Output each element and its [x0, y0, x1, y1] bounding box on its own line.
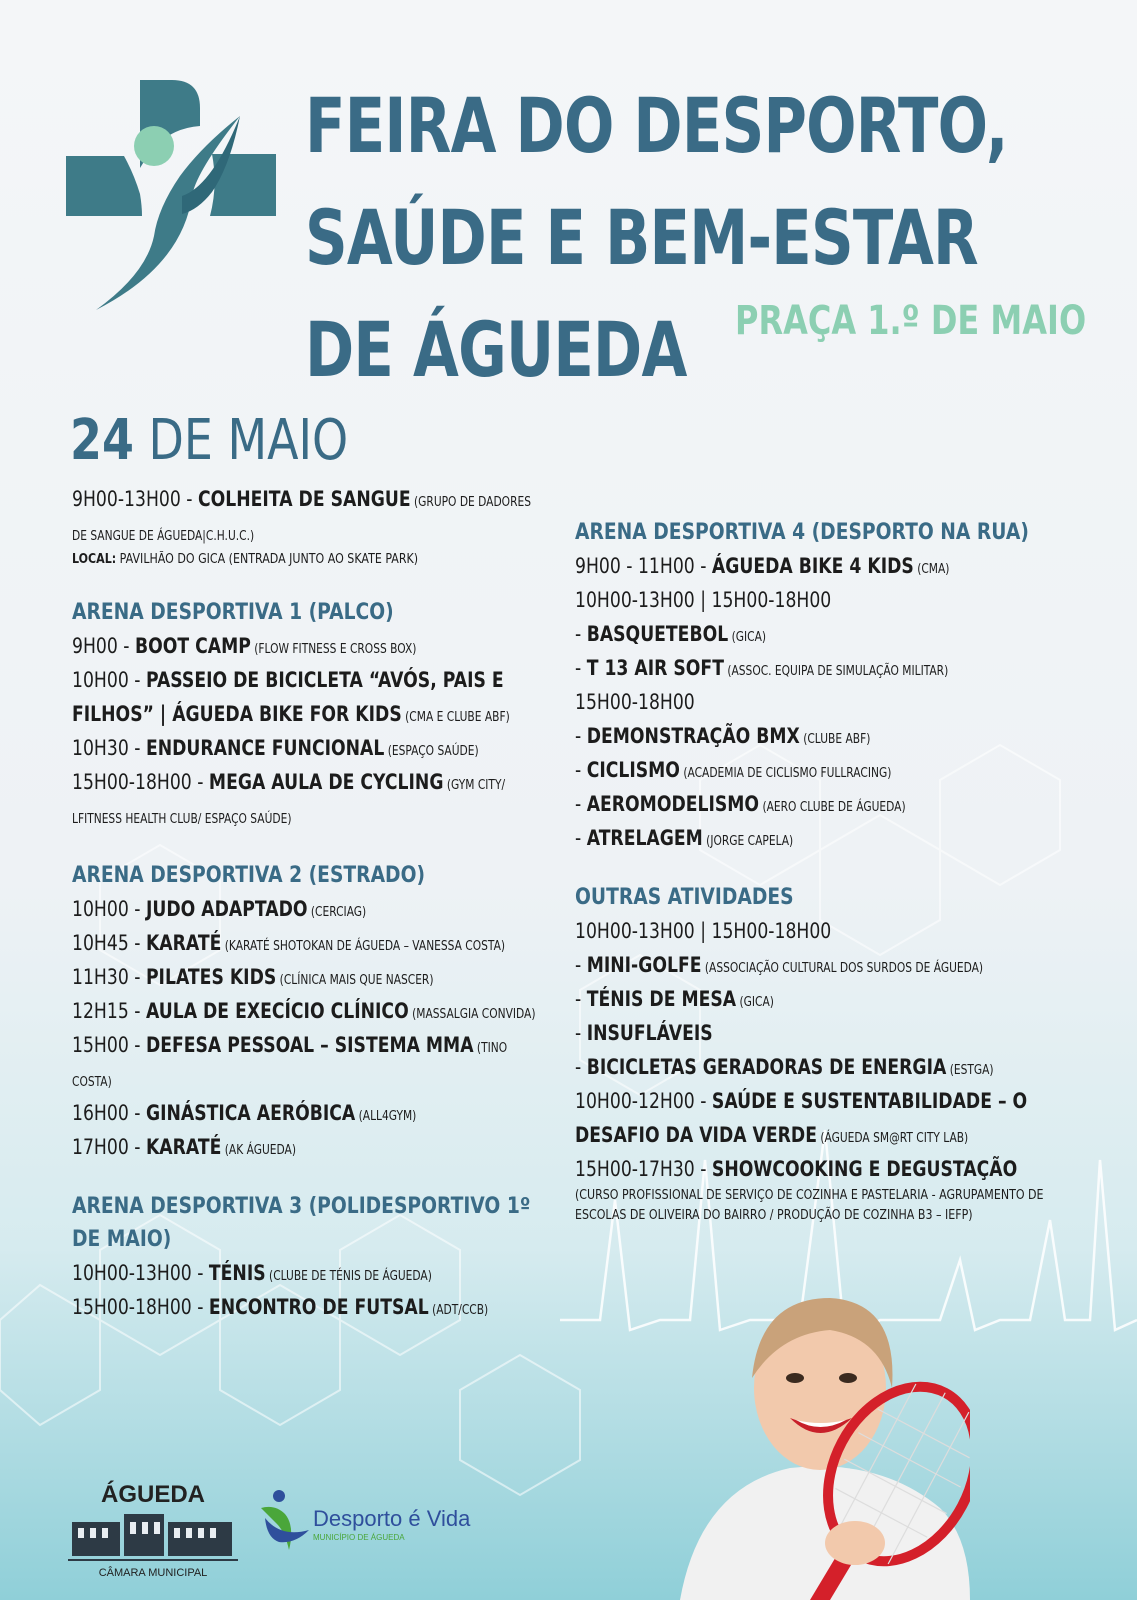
arena1-item: 10H30 - ENDURANCE FUNCIONAL (ESPAÇO SAÚDE) — [72, 736, 479, 760]
arena4-item: - ATRELAGEM (JORGE CAPELA) — [575, 826, 794, 850]
arena4-slot-time: 15H00-18H00 — [575, 690, 695, 714]
showcooking-footnote: (CURSO PROFISSIONAL DE SERVIÇO DE COZINHA E PASTELARIA - AGRUPAMENTO DE ESCOLAS DE OLIVEIRA DO BAIRRO / PRODUÇÃO DE COZINHA B3 – IEFP) — [575, 1188, 1044, 1223]
woman-with-tennis-racket-photo — [640, 1278, 970, 1600]
other-item: - TÉNIS DE MESA (GICA) — [575, 987, 774, 1011]
blood-donation-location: LOCAL: PAVILHÃO DO GICA (ENTRADA JUNTO AO SKATE PARK) — [72, 552, 419, 567]
arena3-title: ARENA DESPORTIVA 3 (POLIDESPORTIVO 1º DE MAIO) — [72, 1194, 531, 1252]
blood-donation-entry: 9H00-13H00 - COLHEITA DE SANGUE (GRUPO DE DADORES DE SANGUE DE ÁGUEDA|C.H.U.C.) — [72, 487, 531, 544]
arena2-item: 10H00 - JUDO ADAPTADO (CERCIAG) — [72, 897, 367, 921]
arena1-item: 15H00-18H00 - MEGA AULA DE CYCLING (GYM CITY/ LFITNESS HEALTH CLUB/ ESPAÇO SAÚDE) — [72, 770, 506, 827]
svg-text:ÁGUEDA: ÁGUEDA — [100, 1481, 206, 1508]
other-item: 15H00-17H30 - SHOWCOOKING E DEGUSTAÇÃO — [575, 1157, 1018, 1181]
venue-label: PRAÇA 1.º DE MAIO — [735, 298, 1087, 344]
svg-text:CÂMARA MUNICIPAL: CÂMARA MUNICIPAL — [98, 1567, 208, 1578]
other-item: - BICICLETAS GERADORAS DE ENERGIA (ESTGA) — [575, 1055, 994, 1079]
other-slot-time: 10H00-13H00 | 15H00-18H00 — [575, 919, 832, 943]
arena2-title: ARENA DESPORTIVA 2 (ESTRADO) — [72, 863, 426, 888]
arena4-item: - DEMONSTRAÇÃO BMX (CLUBE ABF) — [575, 724, 871, 748]
desporto-e-vida-logo — [255, 1478, 495, 1558]
other-item: - MINI-GOLFE (ASSOCIAÇÃO CULTURAL DOS SURDOS DE ÁGUEDA) — [575, 953, 984, 977]
arena4-item: - BASQUETEBOL (GICA) — [575, 622, 767, 646]
arena2-item: 11H30 - PILATES KIDS (CLÍNICA MAIS QUE NASCER) — [72, 965, 434, 989]
arena2-item: 10H45 - KARATÉ (KARATÉ SHOTOKAN DE ÁGUEDA – VANESSA COSTA) — [72, 931, 506, 955]
other-item: - INSUFLÁVEIS — [575, 1021, 713, 1045]
agueda-city-council-logo — [68, 1478, 238, 1578]
arena4-item: - T 13 AIR SOFT (ASSOC. EQUIPA DE SIMULAÇÃO MILITAR) — [575, 656, 949, 680]
svg-text:MUNICÍPIO DE ÁGUEDA: MUNICÍPIO DE ÁGUEDA — [313, 1533, 405, 1542]
arena2-item: 15H00 - DEFESA PESSOAL – SISTEMA MMA (TINO COSTA) — [72, 1033, 508, 1090]
arena2-item: 16H00 - GINÁSTICA AERÓBICA (ALL4GYM) — [72, 1101, 417, 1125]
other-item: 10H00-12H00 - SAÚDE E SUSTENTABILIDADE – O DESAFIO DA VIDA VERDE (ÁGUEDA SM@RT CITY LAB) — [575, 1089, 1028, 1147]
right-column — [575, 516, 1045, 1226]
event-date — [70, 408, 348, 473]
arena4-title: ARENA DESPORTIVA 4 (DESPORTO NA RUA) — [575, 520, 1029, 545]
arena1-item: 9H00 - BOOT CAMP (FLOW FITNESS E CROSS BOX) — [72, 634, 417, 658]
arena4-item: - CICLISMO (ACADEMIA DE CICLISMO FULLRACING) — [575, 758, 892, 782]
title-line-1: FEIRA DO DESPORTO, — [305, 81, 1008, 170]
date-day: 24 — [70, 408, 134, 473]
other-activities-title: OUTRAS ATIVIDADES — [575, 885, 794, 910]
left-column — [72, 482, 542, 1324]
title-line-3: DE ÁGUEDA — [305, 305, 687, 394]
arena3-item: 15H00-18H00 - ENCONTRO DE FUTSAL (ADT/CCB) — [72, 1295, 489, 1319]
svg-text:Desporto é Vida: Desporto é Vida — [313, 1506, 471, 1531]
arena4-slot-time: 10H00-13H00 | 15H00-18H00 — [575, 588, 832, 612]
arena2-item: 17H00 - KARATÉ (AK ÁGUEDA) — [72, 1135, 296, 1159]
arena1-title: ARENA DESPORTIVA 1 (PALCO) — [72, 600, 394, 625]
arena1-item: 10H00 - PASSEIO DE BICICLETA “AVÓS, PAIS E FILHOS” | ÁGUEDA BIKE FOR KIDS (CMA E CLUBE ABF) — [72, 668, 510, 726]
arena2-item: 12H15 - AULA DE EXECÍCIO CLÍNICO (MASSALGIA CONVIDA) — [72, 999, 536, 1023]
fair-cross-person-logo — [62, 76, 292, 316]
event-title — [305, 70, 1008, 406]
date-month: DE MAIO — [133, 408, 349, 473]
arena4-item: 9H00 - 11H00 - ÁGUEDA BIKE 4 KIDS (CMA) — [575, 554, 950, 578]
title-line-2: SAÚDE E BEM-ESTAR — [305, 193, 978, 282]
arena3-item: 10H00-13H00 - TÉNIS (CLUBE DE TÉNIS DE ÁGUEDA) — [72, 1261, 432, 1285]
arena4-item: - AEROMODELISMO (AERO CLUBE DE ÁGUEDA) — [575, 792, 906, 816]
